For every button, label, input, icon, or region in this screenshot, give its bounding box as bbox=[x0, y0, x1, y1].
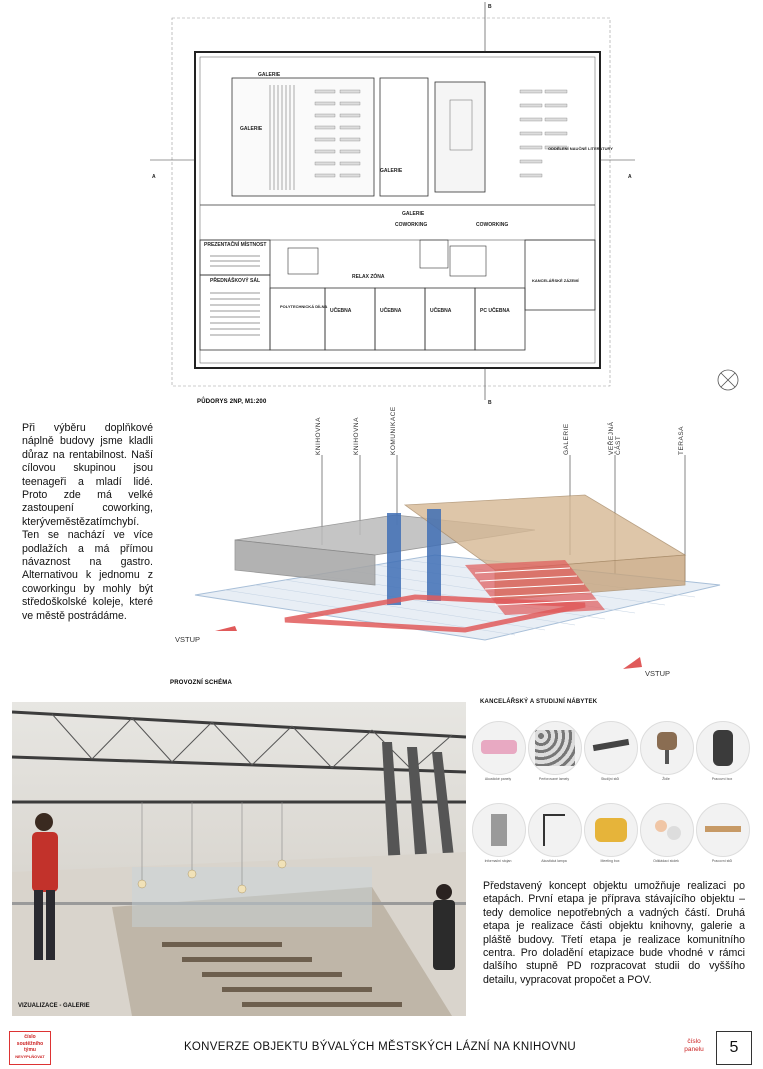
furniture-panel bbox=[476, 699, 756, 869]
furniture-caption-6: Informační stojan bbox=[484, 859, 512, 863]
room-galerie-top: GALERIE bbox=[258, 72, 281, 78]
furniture-caption-5: Pracovní box bbox=[711, 777, 733, 781]
schema-drawing bbox=[165, 405, 750, 690]
furniture-work-table bbox=[696, 803, 750, 857]
furniture-caption-3: Studijní stůl bbox=[600, 777, 620, 781]
schema-label-knihovna-1: KNIHOVNA bbox=[315, 417, 322, 455]
team-box-line-1: číslo bbox=[24, 1034, 36, 1040]
room-kancelar: KANCELÁŘSKÉ ZÁZEMÍ bbox=[532, 278, 579, 283]
furniture-caption-9: Odkládací stolek bbox=[653, 859, 679, 863]
intro-text: Při výběru doplňkové náplně budovy jsme kladli důraz na rentabilnost. Naší cílovou skupinou jsou teenageři a mladí lidé. Proto zde má velké zastoupení coworking, kterýveměstězatímchybí. Ten se nachází ve více podlažích a má přímou návaznost na gastro. Alternativou k jednomu z coworkingu by mohly být středoškolské koleje, které ve městě postrádáme. bbox=[22, 422, 153, 622]
section-mark-b-top: B bbox=[488, 4, 492, 10]
team-box-line-3: týmu bbox=[24, 1047, 36, 1053]
furniture-caption-7: Akustická lampa bbox=[541, 859, 567, 863]
room-polytech: POLYTECHNICKÁ DÍLNA bbox=[280, 304, 328, 309]
furniture-acoustic-lamp bbox=[528, 803, 582, 857]
room-ucebna-1: UČEBNA bbox=[330, 308, 352, 314]
section-mark-b-bottom: B bbox=[488, 400, 492, 406]
schema-caption: PROVOZNÍ SCHÉMA bbox=[170, 680, 233, 686]
room-ucebna-2: UČEBNA bbox=[380, 308, 402, 314]
furniture-study-desk bbox=[584, 721, 638, 775]
furniture-work-box bbox=[696, 721, 750, 775]
section-mark-a-right: A bbox=[628, 174, 632, 180]
gallery-visualization bbox=[12, 702, 466, 1016]
furniture-acoustic-panels bbox=[472, 721, 526, 775]
furniture-title: KANCELÁŘSKÝ A STUDIJNÍ NÁBYTEK bbox=[480, 699, 598, 705]
schema-label-terasa: TERASA bbox=[678, 425, 685, 455]
room-relax: RELAX ZÓNA bbox=[352, 274, 385, 280]
furniture-caption-4: Židle bbox=[662, 777, 670, 781]
schema-label-verejna-cast: VEŘEJNÁ ČÁST bbox=[608, 421, 622, 455]
entrance-left-label: VSTUP bbox=[175, 635, 201, 644]
schema-label-knihovna-2: KNIHOVNA bbox=[353, 417, 360, 455]
team-number-box bbox=[9, 1031, 51, 1065]
furniture-caption-10: Pracovní stůl bbox=[711, 859, 733, 863]
furniture-caption-2: Perforované lamely bbox=[538, 777, 570, 781]
floor-plan bbox=[140, 0, 645, 408]
room-galerie-center: GALERIE bbox=[380, 168, 403, 174]
entrance-right-label: VSTUP bbox=[645, 669, 671, 678]
panel-label-line-2: panelu bbox=[684, 1046, 704, 1053]
furniture-caption-8: Meeting box bbox=[600, 859, 620, 863]
room-coworking-1: COWORKING bbox=[395, 222, 428, 228]
panel-title: KONVERZE OBJEKTU BÝVALÝCH MĚSTSKÝCH LÁZNÍ NA KNIHOVNU bbox=[183, 1041, 577, 1053]
operational-schema bbox=[165, 405, 750, 690]
furniture-meeting-box bbox=[584, 803, 638, 857]
team-box-line-2: soutěžního bbox=[16, 1040, 44, 1047]
north-arrow-icon bbox=[714, 366, 742, 394]
room-pc-ucebna: PC UČEBNA bbox=[480, 308, 510, 314]
furniture-side-table bbox=[640, 803, 694, 857]
floor-plan-caption: PŮDORYS 2NP, M1:200 bbox=[197, 399, 267, 405]
visualization-caption: VIZUALIZACE - GALERIE bbox=[18, 1003, 90, 1009]
furniture-caption-1: Akustické panely bbox=[484, 777, 512, 781]
room-oddeleni: ODDĚLENÍ NAUČNÉ LITERATURY bbox=[548, 146, 613, 151]
room-coworking-2: COWORKING bbox=[476, 222, 509, 228]
panel-number-label bbox=[679, 1038, 709, 1054]
room-ucebna-3: UČEBNA bbox=[430, 308, 452, 314]
room-galerie-lower: GALERIE bbox=[402, 211, 425, 217]
furniture-chair bbox=[640, 721, 694, 775]
floor-plan-drawing bbox=[140, 0, 645, 408]
furniture-info-stand bbox=[472, 803, 526, 857]
panel-label-line-1: číslo bbox=[687, 1038, 701, 1045]
team-box-line-4: NEVYPLŇOVAT bbox=[15, 1053, 45, 1059]
schema-label-komunikace: KOMUNIKACE bbox=[390, 406, 397, 455]
concept-text: Představený koncept objektu umožňuje realizaci po etapách. První etapa je příprava stávajícího objektu – tedy demolice nepotřebných a vadných částí. Druhá etapa je realizace části objektu knihovny, galerie a pláště budovy. Třetí etapa je realizace komunitního centra. Pro doladění etapizace bude vhodné v rámci dalšího stupně PD rozpracovat studii do vyššího detailu, vypracovat propočet a POV. bbox=[483, 880, 745, 986]
room-galerie-mid: GALERIE bbox=[240, 126, 263, 132]
visualization-image bbox=[12, 702, 466, 1016]
room-prednaskovy: PŘEDNÁŠKOVÝ SÁL bbox=[210, 278, 261, 284]
schema-label-galerie: GALERIE bbox=[563, 423, 570, 455]
section-mark-a-left: A bbox=[152, 174, 156, 180]
room-prezentacni: PREZENTAČNÍ MÍSTNOST bbox=[204, 242, 267, 248]
panel-number-box: 5 bbox=[716, 1031, 752, 1065]
furniture-perforated-lamellas bbox=[528, 721, 582, 775]
